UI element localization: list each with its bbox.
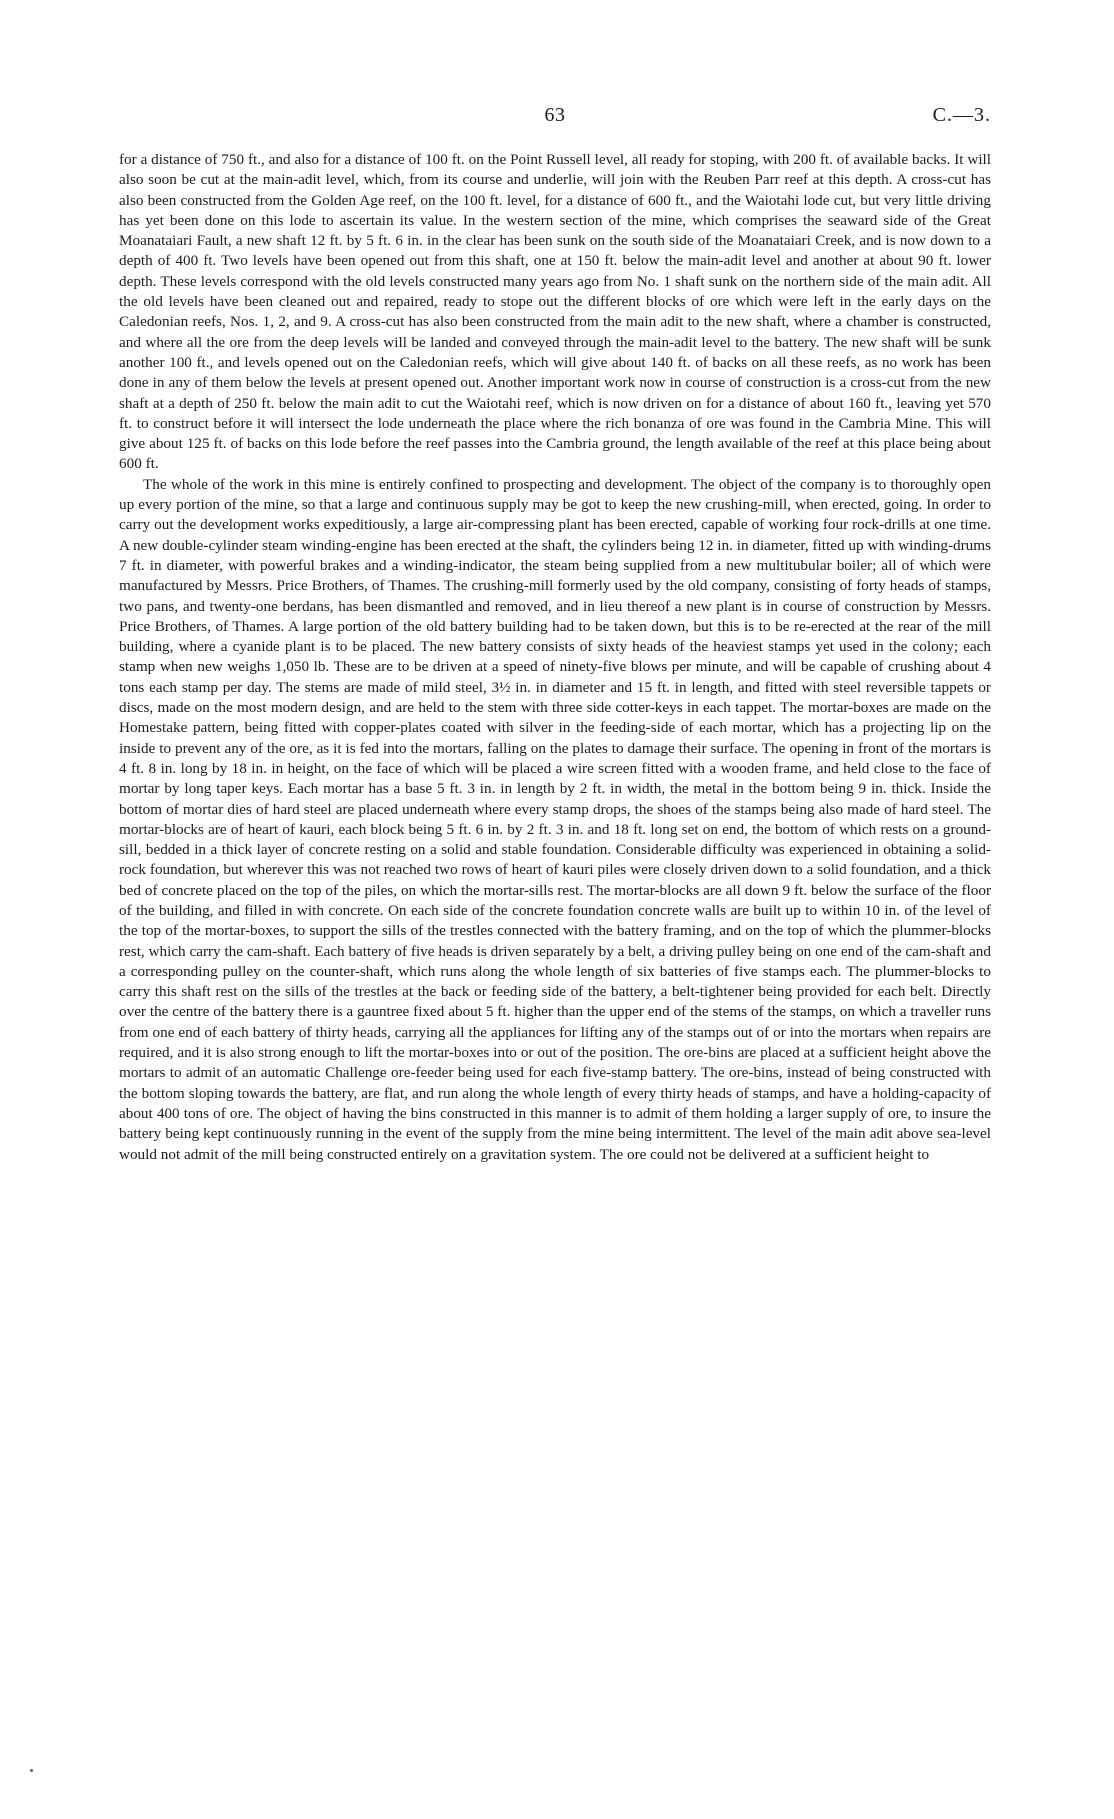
scan-speck <box>30 1769 33 1772</box>
page-header <box>119 104 991 132</box>
page-number: 63 <box>544 104 566 126</box>
document-code: C.—3. <box>932 104 991 126</box>
paragraph-mine-development: The whole of the work in this mine is entirely confined to prospecting and development. The object of the company is to thoroughly open up every portion of the mine, so that a large and continuous supply may be got to keep the new crushing-mill, when erected, going. In order to carry out the development works expeditiously, a large air-compressing plant has been erected, capable of working four rock-drills at one time. A new double-cylinder steam winding-engine has been erected at the shaft, the cylinders being 12 in. in diameter, fitted up with winding-drums 7 ft. in diameter, with powerful brakes and a winding-indicator, the steam being supplied from a new multitubular boiler; all of which were manufactured by Messrs. Price Brothers, of Thames. The crushing-mill formerly used by the old company, consisting of forty heads of stamps, two pans, and twenty-one berdans, has been dismantled and removed, and in lieu thereof a new plant is in course of construction by Messrs. Price Brothers, of Thames. A large portion of the old battery building had to be taken down, but this is to be re-erected at the rear of the mill building, where a cyanide plant is to be placed. The new battery consists of sixty heads of the heaviest stamps yet used in the colony; each stamp when new weighs 1,050 lb. These are to be driven at a speed of ninety-five blows per minute, and will be capable of crushing about 4 tons each stamp per day. The stems are made of mild steel, 3½ in. in diameter and 15 ft. in length, and fitted with steel reversible tappets or discs, made on the most modern design, and are held to the stem with three side cotter-keys in each tappet. The mortar-boxes are made on the Homestake pattern, being fitted with copper-plates coated with silver in the feeding-side of each mortar, which has a projecting lip on the inside to prevent any of the ore, as it is fed into the mortars, falling on the plates to damage their surface. The opening in front of the mortars is 4 ft. 8 in. long by 18 in. in height, on the face of which will be placed a wire screen fitted with a wooden frame, and held close to the face of mortar by long taper keys. Each mortar has a base 5 ft. 3 in. in length by 2 ft. in width, the metal in the bottom being 9 in. thick. Inside the bottom of mortar dies of hard steel are placed underneath where every stamp drops, the shoes of the stamps being also made of hard steel. The mortar-blocks are of heart of kauri, each block being 5 ft. 6 in. by 2 ft. 3 in. and 18 ft. long set on end, the bottom of which rests on a ground-sill, bedded in a thick layer of concrete resting on a solid and stable foundation. Considerable difficulty was experienced in obtaining a solid-rock foundation, but wherever this was not reached two rows of heart of kauri piles were closely driven down to a solid foundation, and a thick bed of concrete placed on the top of the piles, on which the mortar-sills rest. The mortar-blocks are all down 9 ft. below the surface of the floor of the building, and filled in with concrete. On each side of the concrete foundation concrete walls are built up to within 10 in. of the level of the top of the mortar-boxes, to support the sills of the trestles connected with the battery framing, and on the top of which the plummer-blocks rest, which carry the cam-shaft. Each battery of five heads is driven separately by a belt, a driving pulley being on one end of the cam-shaft and a corresponding pulley on the counter-shaft, which runs along the whole length of six batteries of five stamps each. The plummer-blocks to carry this shaft rest on the sills of the trestles at the back or feeding side of the battery, a belt-tightener being provided for each belt. Directly over the centre of the battery there is a gauntree fixed about 5 ft. higher than the upper end of the stems of the stamps, on which a traveller runs from one end of each battery of thirty heads, carrying all the appliances for lifting any of the stamps out of or into the mortars when repairs are required, and it is also strong enough to lift the mortar-boxes into or out of the position. The ore-bins are placed at a sufficient height above the mortars to admit of an automatic Challenge ore-feeder being used for each five-stamp battery. The ore-bins, instead of being constructed with the bottom sloping towards the battery, are flat, and run along the whole length of every thirty heads of stamps, and have a holding-capacity of about 400 tons of ore. The object of having the bins constructed in this manner is to admit of them holding a larger supply of ore, to insure the battery being kept continuously running in the event of the supply from the mine being intermittent. The level of the main adit above sea-level would not admit of the mill being constructed entirely on a gravitation system. The ore could not be delivered at a sufficient height to <box>119 475 991 1163</box>
body-text <box>119 150 991 1165</box>
paragraph-continued: for a distance of 750 ft., and also for a distance of 100 ft. on the Point Russell level, all ready for stoping, with 200 ft. of available backs. It will also soon be cut at the main-adit level, which, from its course and underlie, will join with the Reuben Parr reef at this depth. A cross-cut has also been constructed from the Golden Age reef, on the 100 ft. level, for a distance of 600 ft., and the Waiotahi lode cut, but very little driving has yet been done on this lode to ascertain its value. In the western section of the mine, which comprises the seaward side of the Great Moanataiari Fault, a new shaft 12 ft. by 5 ft. 6 in. in the clear has been sunk on the south side of the Moanataiari Creek, and is now down to a depth of 400 ft. Two levels have been opened out from this shaft, one at 150 ft. below the main-adit level and another at about 90 ft. lower depth. These levels correspond with the old levels constructed many years ago from No. 1 shaft sunk on the northern side of the main adit. All the old levels have been cleaned out and repaired, ready to stope out the different blocks of ore which were left in the early days on the Caledonian reefs, Nos. 1, 2, and 9. A cross-cut has also been constructed from the main adit to the new shaft, where a chamber is constructed, and where all the ore from the deep levels will be landed and conveyed through the main-adit level to the battery. The new shaft will be sunk another 100 ft., and levels opened out on the Caledonian reefs, which will give about 140 ft. of backs on all these reefs, as no work has been done in any of them below the levels at present opened out. Another important work now in course of construction is a cross-cut from the new shaft at a depth of 250 ft. below the main adit to cut the Waiotahi reef, which is now driven on for a distance of about 160 ft., leaving yet 570 ft. to construct before it will intersect the lode underneath the place where the rich bonanza of ore was found in the Cambria Mine. This will give about 125 ft. of backs on this lode before the reef passes into the Cambria ground, the length available of the reef at this place being about 600 ft. <box>119 151 991 473</box>
